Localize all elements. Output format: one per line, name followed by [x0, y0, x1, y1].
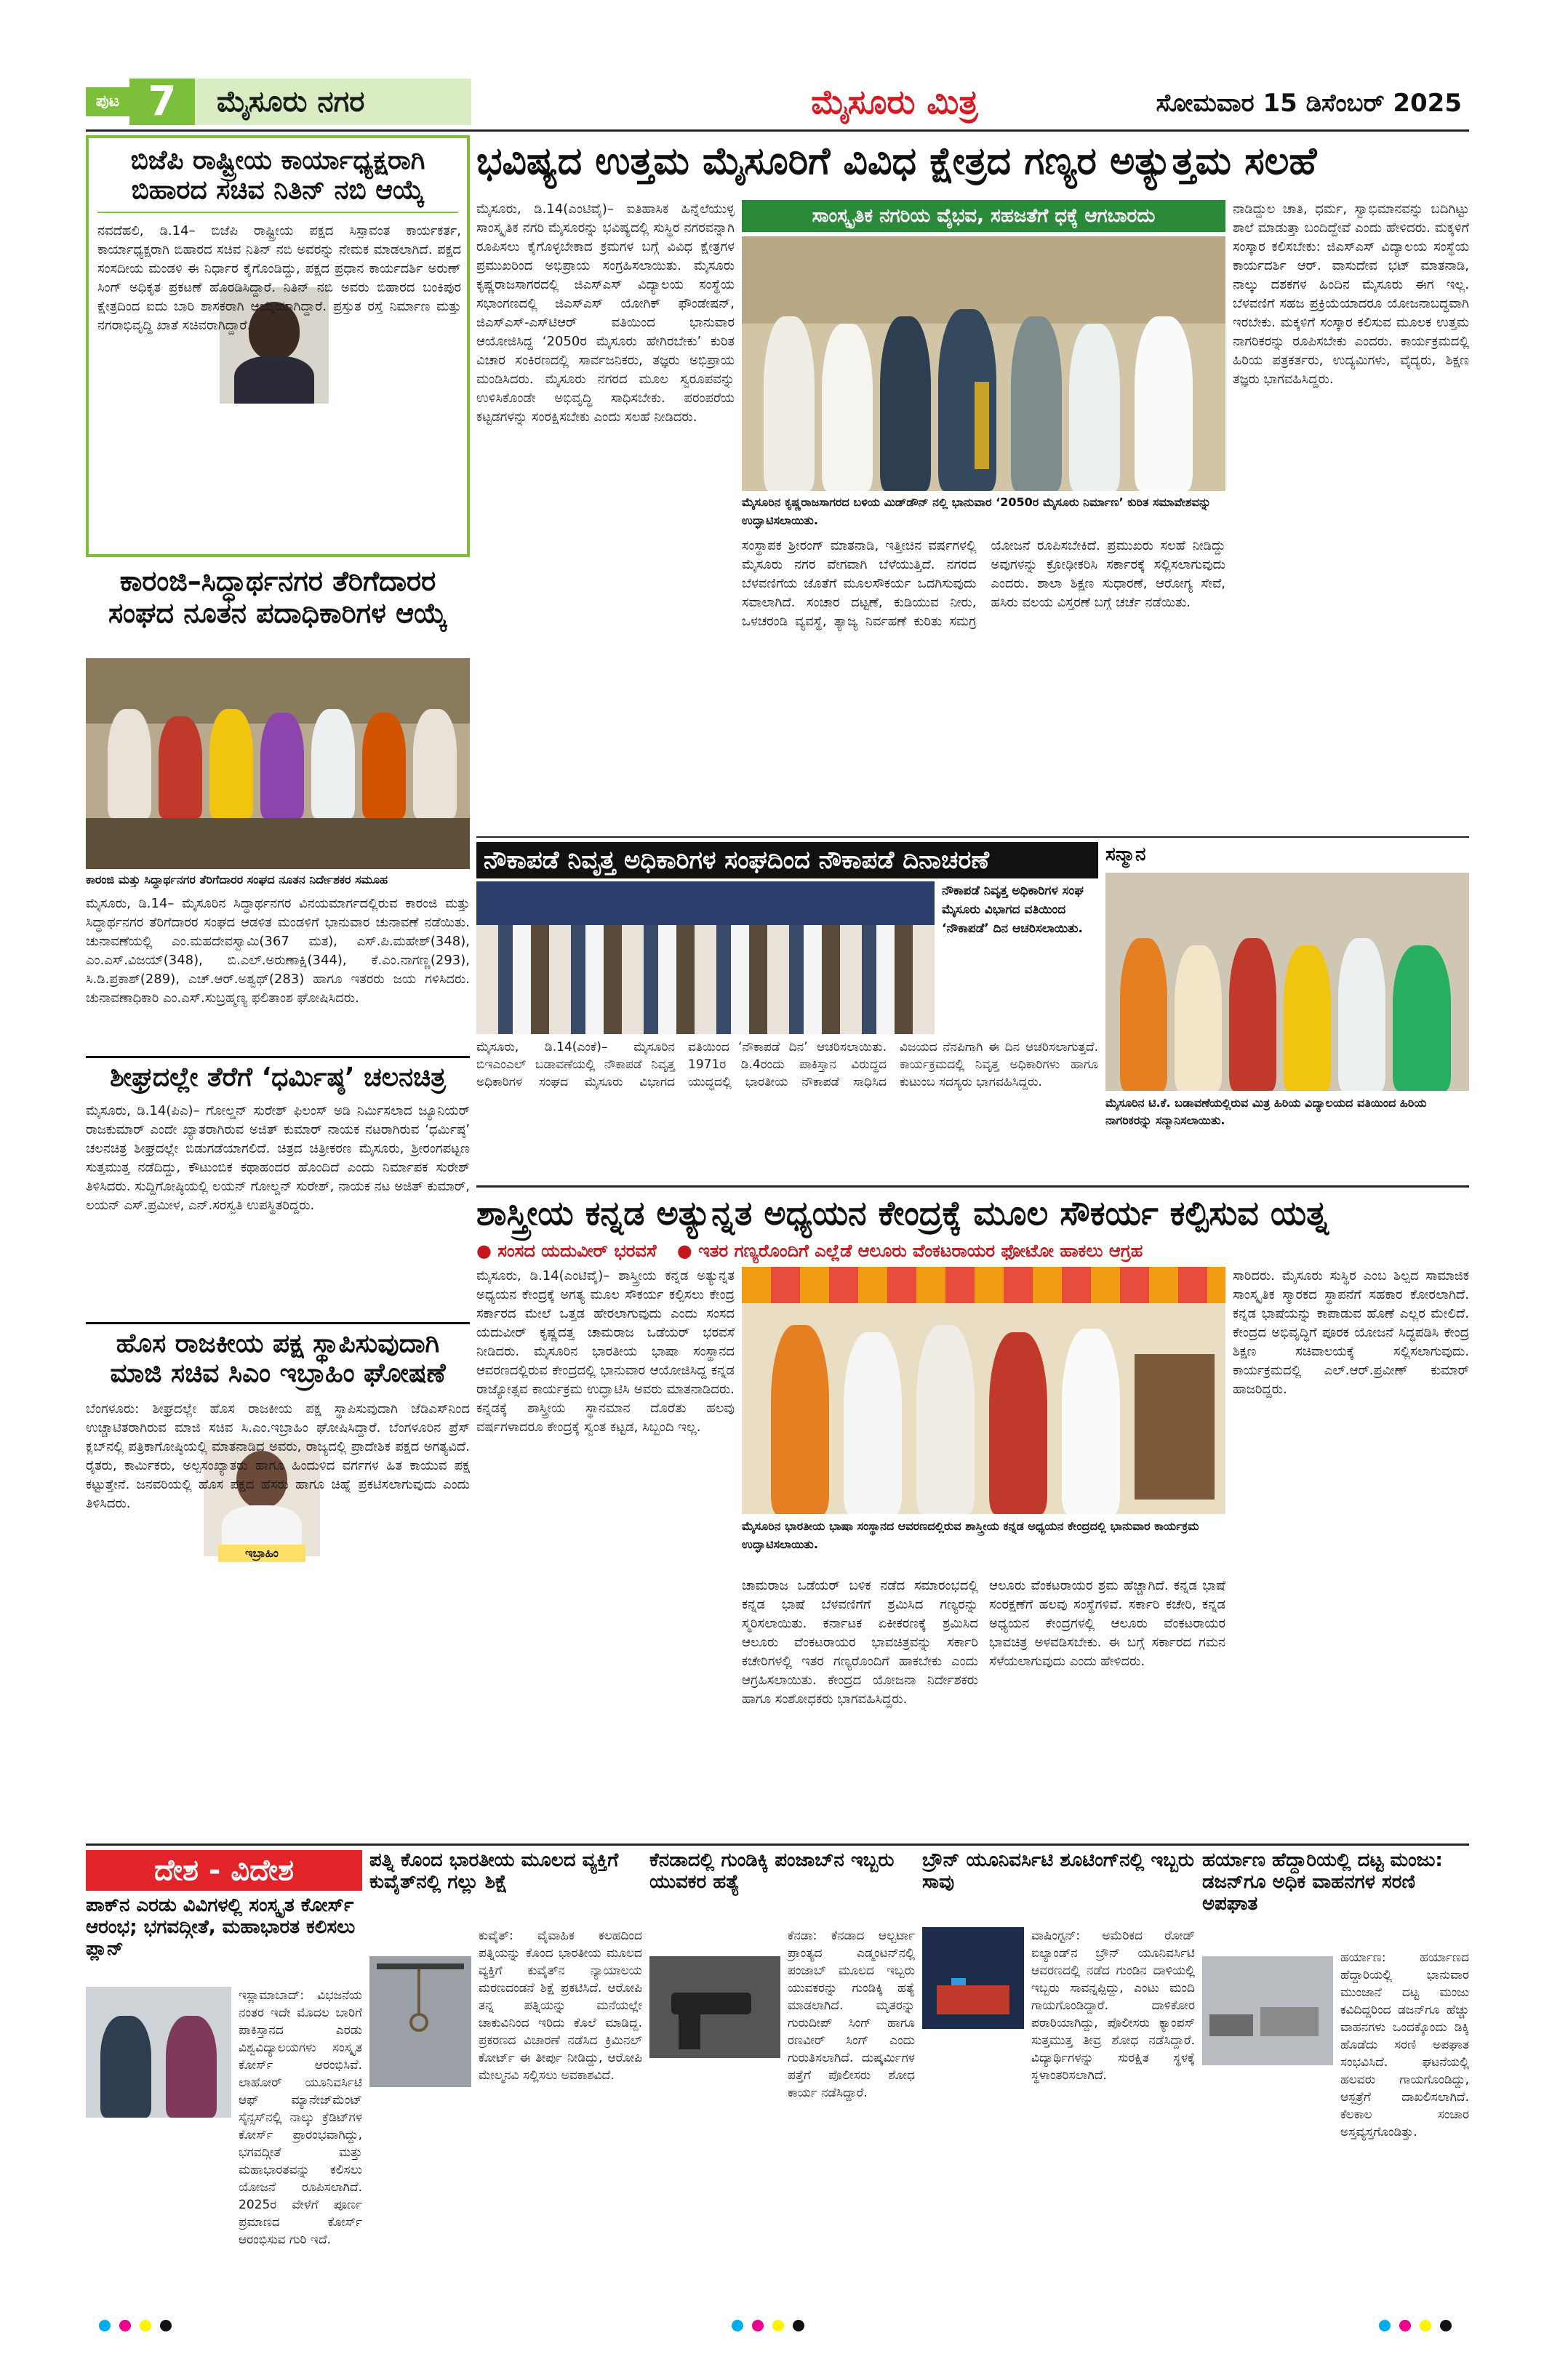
naukapade-side-caption: ನೌಕಾಪಡೆ ನಿವೃತ್ತ ಅಧಿಕಾರಿಗಳ ಸಂಘ ಮೈಸೂರು ವಿಭಾಗದ ವತಿಯಿಂದ ‘ನೌಕಾಪಡೆ’ ದಿನ ಆಚರಿಸಲಾಯಿತು.	[942, 884, 1084, 936]
section-title: ಮೈಸೂರು ನಗರ	[195, 79, 471, 125]
lead-body-col1: ಮೈಸೂರು, ಡಿ.14(ಎಂಟಿವೈ)– ಐತಿಹಾಸಿಕ ಹಿನ್ನೆಲೆಯುಳ್ಳ ಸಾಂಸ್ಕೃತಿಕ ನಗರಿ ಮೈಸೂರನ್ನು ಭವಿಷ್ಯದಲ್ಲಿ ಸುಸ್ಥಿರ ನಗರವನ್ನಾಗಿ ರೂಪಿಸಲು ಕೈಗೊಳ್ಳಬೇಕಾದ ಕ್ರಮಗಳ ಬಗ್ಗೆ ವಿವಿಧ ಕ್ಷೇತ್ರಗಳ ಪ್ರಮುಖರಿಂದ ಅಭಿಪ್ರಾಯ ಸಂಗ್ರಹಿಸಲಾಯಿತು. ಮೈಸೂರು ಕೃಷ್ಣರಾಜಸಾಗರದಲ್ಲಿ ಜಿಎಸ್‌ಎಸ್ ವಿದ್ಯಾಲಯ ಸಂಸ್ಥೆಯ ಸಭಾಂಗಣದಲ್ಲಿ ಜಿಎಸ್‌ಎಸ್ ಯೋಗಿಕ್ ಫೌಂಡೇಷನ್, ಜಿಎಸ್‌ಎಸ್-ಎಸ್‌ಟಿಆರ್ ವತಿಯಿಂದ ಭಾನುವಾರ ಆಯೋಜಿಸಿದ್ದ ‘2050ರ ಮೈಸೂರು ಹೇಗಿರಬೇಕು’ ಕುರಿತ ವಿಚಾರ ಸಂಕಿರಣದಲ್ಲಿ ಸಾರ್ವಜನಿಕರು, ತಜ್ಞರು ಅಭಿಪ್ರಾಯ ಮಂಡಿಸಿದರು. ಮೈಸೂರು ನಗರದ ಮೂಲ ಸ್ವರೂಪವನ್ನು ಉಳಿಸಿಕೊಂಡೇ ಅಭಿವೃದ್ಧಿ ಸಾಧಿಸಬೇಕು. ಪರಂಪರೆಯ ಕಟ್ಟಡಗಳನ್ನು ಸಂರಕ್ಷಿಸಬೇಕು ಎಂದು ಸಲಹೆ ನೀಡಿದರು.	[476, 201, 735, 425]
nitin-story	[86, 135, 470, 557]
kannada-body-col2: ಚಾಮರಾಜ ಒಡೆಯರ್ ಬಳಿಕ ನಡೆದ ಸಮಾರಂಭದಲ್ಲಿ ಕನ್ನಡ ಭಾಷೆ ಬೆಳವಣಿಗೆಗೆ ಶ್ರಮಿಸಿದ ಗಣ್ಯರನ್ನು ಸ್ಮರಿಸಲಾಯಿತು. ಕರ್ನಾಟಕ ಏಕೀಕರಣಕ್ಕೆ ಶ್ರಮಿಸಿದ ಆಲೂರು ವೆಂಕಟರಾಯರ ಭಾವಚಿತ್ರವನ್ನು ಸರ್ಕಾರಿ ಕಚೇರಿಗಳಲ್ಲಿ ಇತರ ಗಣ್ಯರೊಂದಿಗೆ ಹಾಕಬೇಕು ಎಂದು ಆಗ್ರಹಿಸಲಾಯಿತು. ಕೇಂದ್ರದ ಯೋಜನಾ ನಿರ್ದೇಶಕರು ಹಾಗೂ ಸಂಶೋಧಕರು ಭಾಗವಹಿಸಿದ್ದರು.	[742, 1578, 978, 1707]
nitin-body: ನವದೆಹಲಿ, ಡಿ.14– ಬಿಜೆಪಿ ರಾಷ್ಟ್ರೀಯ ಪಕ್ಷದ ಸಿಸ್ಪಾವಂತ ಕಾರ್ಯಕರ್ತ, ಕಾರ್ಯಾಧ್ಯಕ್ಷರಾಗಿ ಬಿಹಾರದ ಸಚಿವ ನಿತಿನ್ ನಬಿ ಅವರನ್ನು ನೇಮಕ ಮಾಡಲಾಗಿದೆ. ಪಕ್ಷದ ಸಂಸದೀಯ ಮಂಡಳಿ ಈ ನಿರ್ಧಾರ ಕೈಗೊಂಡಿದ್ದು, ಪಕ್ಷದ ಪ್ರಧಾನ ಕಾರ್ಯದರ್ಶಿ ಅರುಣ್ ಸಿಂಗ್ ಅಧಿಕೃತ ಪ್ರಕಟಣೆ ಹೊರಡಿಸಿದ್ದಾರೆ. ನಿತಿನ್ ನಬಿ ಅವರು ಬಿಹಾರದ ಬಂಕಿಪುರ ಕ್ಷೇತ್ರದಿಂದ ಐದು ಬಾರಿ ಶಾಸಕರಾಗಿ ಆಯ್ಕೆಯಾಗಿದ್ದಾರೆ. ಪ್ರಸ್ತುತ ರಸ್ತೆ ನಿರ್ಮಾಣ ಮತ್ತು ನಗರಾಭಿವೃದ್ಧಿ ಖಾತೆ ಸಚಿವರಾಗಿದ್ದಾರೆ.	[97, 223, 461, 333]
desha-story1-body: ಇಸ್ಲಾಮಾಬಾದ್: ವಿಭಜನೆಯ ನಂತರ ಇದೇ ಮೊದಲ ಬಾರಿಗೆ ಪಾಕಿಸ್ತಾನದ ಎರಡು ವಿಶ್ವವಿದ್ಯಾಲಯಗಳು ಸಂಸ್ಕೃತ ಕೋರ್ಸ್ ಆರಂಭಿಸಿವೆ. ಲಾಹೋರ್ ಯೂನಿವರ್ಸಿಟಿ ಆಫ್ ಮ್ಯಾನೇಜ್‌ಮೆಂಟ್ ಸೈನ್ಸಸ್‌ನಲ್ಲಿ ನಾಲ್ಕು ಕ್ರೆಡಿಟ್‌ಗಳ ಕೋರ್ಸ್ ಪ್ರಾರಂಭವಾಗಿದ್ದು, ಭಗವದ್ಗೀತೆ ಮತ್ತು ಮಹಾಭಾರತವನ್ನು ಕಲಿಸಲು ಯೋಜನೆ ರೂಪಿಸಲಾಗಿದೆ. 2025ರ ವೇಳೆಗೆ ಪೂರ್ಣ ಪ್ರಮಾಣದ ಕೋರ್ಸ್ ಆರಂಭಿಸುವ ಗುರಿ ಇದೆ.	[239, 1988, 362, 2247]
kannada-kicker-2: ಇತರ ಗಣ್ಯರೊಂದಿಗೆ ಎಲ್ಲೆಡೆ ಆಲೂರು ವೆಂಕಟರಾಯರ ಫೋಟೋ ಹಾಕಲು ಆಗ್ರಹ	[698, 1241, 1143, 1261]
kicker-bullet-1: ●	[476, 1241, 498, 1261]
kannada-kicker-1: ಸಂಸದ ಯದುವೀರ್ ಭರವಸೆ	[497, 1241, 657, 1261]
lead-subhead: ಸಾಂಸ್ಕೃತಿಕ ನಗರಿಯ ವೈಭವ, ಸಹಜತೆಗೆ ಧಕ್ಕೆ ಆಗಬಾರದು	[742, 200, 1225, 232]
lead-headline: ಭವಿಷ್ಯದ ಉತ್ತಮ ಮೈಸೂರಿಗೆ ವಿವಿಧ ಕ್ಷೇತ್ರದ ಗಣ್ಯರ ಅತ್ಯುತ್ತಮ ಸಲಹೆ	[476, 140, 1317, 183]
desha-story5-body: ಹರ್ಯಾಣ: ಹರ್ಯಾಣದ ಹೆದ್ದಾರಿಯಲ್ಲಿ ಭಾನುವಾರ ಮುಂಜಾನೆ ದಟ್ಟ ಮಂಜು ಕವಿದಿದ್ದರಿಂದ ಡಜನ್‌ಗೂ ಹೆಚ್ಚು ವಾಹನಗಳು ಒಂದಕ್ಕೊಂದು ಡಿಕ್ಕಿ ಹೊಡೆದು ಸರಣಿ ಅಪಘಾತ ಸಂಭವಿಸಿದೆ. ಘಟನೆಯಲ್ಲಿ ಹಲವರು ಗಾಯಗೊಂಡಿದ್ದು, ಆಸ್ಪತ್ರೆಗೆ ದಾಖಲಿಸಲಾಗಿದೆ. ಕೆಲಕಾಲ ಸಂಚಾರ ಅಸ್ತವ್ಯಸ್ತಗೊಂಡಿತ್ತು.	[1340, 1950, 1469, 2139]
lead-body-col3: ನಾಡಿದ್ದುಲ ಚಾತಿ, ಧರ್ಮ, ಸ್ವಾಭಿಮಾನವನ್ನು ಬದಿಗಿಟ್ಟು ಶಾಲೆ ಮಾಡುತ್ತಾ ಬಂದಿದ್ದೇವೆ ಎಂದು ಹೇಳಿದರು. ಮಕ್ಕಳಿಗೆ ಸಂಸ್ಕಾರ ಕಲಿಸಬೇಕು: ಜಿಎಸ್‌ಎಸ್ ವಿದ್ಯಾಲಯ ಸಂಸ್ಥೆಯ ಕಾರ್ಯದರ್ಶಿ ಆರ್. ವಾಸುದೇವ ಭಟ್ ಮಾತನಾಡಿ, ನಾಲ್ಕು ದಶಕಗಳ ಹಿಂದಿನ ಮೈಸೂರು ಈಗ ಇಲ್ಲ. ಬೆಳವಣಿಗೆ ಸಹಜ ಪ್ರಕ್ರಿಯೆಯಾದರೂ ಯೋಜನಾಬದ್ಧವಾಗಿ ಇರಬೇಕು. ಮಕ್ಕಳಿಗೆ ಸಂಸ್ಕಾರ ಕಲಿಸುವ ಮೂಲಕ ಉತ್ತಮ ನಾಗರಿಕರನ್ನು ರೂಪಿಸಬೇಕು ಎಂದರು. ಕಾರ್ಯಕ್ರಮದಲ್ಲಿ ಹಿರಿಯ ಪತ್ರಕರ್ತರು, ಉದ್ಯಮಿಗಳು, ವೈದ್ಯರು, ಶಿಕ್ಷಣ ತಜ್ಞರು ಭಾಗವಹಿಸಿದ್ದರು.	[1233, 201, 1469, 387]
ibrahim-photo-label: ಇಬ್ರಾಹಿಂ	[218, 1545, 305, 1562]
karanji-caption: ಕಾರಂಜಿ ಮತ್ತು ಸಿದ್ಧಾರ್ಥನಗರ ತೆರಿಗೆದಾರರ ಸಂಘದ ನೂತನ ನಿರ್ದೇಶಕರ ಸಮೂಹ	[86, 873, 388, 886]
desha-story4-headline: ಬ್ರೌನ್ ಯೂನಿವರ್ಸಿಟಿ ಶೂಟಿಂಗ್‌ನಲ್ಲಿ ಇಬ್ಬರು ಸಾವು	[922, 1849, 1194, 1893]
karanji-headline: ಕಾರಂಜಿ–ಸಿದ್ಧಾರ್ಥನಗರ ತೆರಿಗೆದಾರರ ಸಂಘದ ನೂತನ ಪದಾಧಿಕಾರಿಗಳ ಆಯ್ಕೆ	[108, 565, 447, 629]
desha-story5-headline: ಹರ್ಯಾಣ ಹೆದ್ದಾರಿಯಲ್ಲಿ ದಟ್ಟ ಮಂಜು: ಡಜನ್‌ಗೂ ಅಧಿಕ ವಾಹನಗಳ ಸರಣಿ ಅಪಘಾತ	[1202, 1849, 1443, 1915]
kannada-body-col3: ಆಲೂರು ವೆಂಕಟರಾಯರ ಶ್ರಮ ಹೆಚ್ಚಾಗಿದೆ. ಕನ್ನಡ ಭಾಷೆ ಸಂರಕ್ಷಣೆಗೆ ಹಲವು ಸಂಸ್ಥೆಗಳಿವೆ. ಸರ್ಕಾರಿ ಕಚೇರಿ, ಕನ್ನಡ ಅಧ್ಯಯನ ಕೇಂದ್ರಗಳಲ್ಲಿ ಆಲೂರು ವೆಂಕಟರಾಯರ ಭಾವಚಿತ್ರ ಅಳವಡಿಸಬೇಕು. ಈ ಬಗ್ಗೆ ಸರ್ಕಾರದ ಗಮನ ಸೆಳೆಯಲಾಗುವುದು ಎಂದು ಹೇಳಿದರು.	[989, 1578, 1225, 1669]
desha-story3-body: ಕೆನಡಾ: ಕೆನಡಾದ ಆಲ್ಬರ್ಟಾ ಪ್ರಾಂತ್ಯದ ಎಡ್ಮಂಟನ್‌ನಲ್ಲಿ ಪಂಜಾಬ್ ಮೂಲದ ಇಬ್ಬರು ಯುವಕರನ್ನು ಗುಂಡಿಕ್ಕಿ ಹತ್ಯೆ ಮಾಡಲಾಗಿದೆ. ಮೃತರನ್ನು ಗುರುದೀಪ್ ಸಿಂಗ್ ಹಾಗೂ ರಣವೀರ್ ಸಿಂಗ್ ಎಂದು ಗುರುತಿಸಲಾಗಿದೆ. ದುಷ್ಕರ್ಮಿಗಳ ಪತ್ತೆಗೆ ಪೊಲೀಸರು ಶೋಧ ಕಾರ್ಯ ನಡೆಸಿದ್ದಾರೆ.	[788, 1929, 915, 2100]
registration-marks-center	[727, 2320, 844, 2334]
desha-story2-headline: ಪತ್ನಿ ಕೊಂದ ಭಾರತೀಯ ಮೂಲದ ವ್ಯಕ್ತಿಗೆ ಕುವೈತ್‌ನಲ್ಲಿ ಗಲ್ಲು ಶಿಕ್ಷೆ	[369, 1849, 619, 1893]
naukapade-headline: ನೌಕಾಪಡೆ ನಿವೃತ್ತ ಅಧಿಕಾರಿಗಳ ಸಂಘದಿಂದ ನೌಕಾಪಡೆ ದಿನಾಚರಣೆ	[476, 842, 1098, 878]
desha-story1-headline: ಪಾಕ್‌ನ ಎರಡು ವಿವಿಗಳಲ್ಲಿ ಸಂಸ್ಕೃತ ಕೋರ್ಸ್ ಆರಂಭ; ಭಗವದ್ಗೀತೆ, ಮಹಾಭಾರತ ಕಲಿಸಲು ಪ್ಲಾನ್	[86, 1894, 356, 1960]
kannada-headline: ಶಾಸ್ತ್ರೀಯ ಕನ್ನಡ ಅತ್ಯುನ್ನತ ಅಧ್ಯಯನ ಕೇಂದ್ರಕ್ಕೆ ಮೂಲ ಸೌಕರ್ಯ ಕಲ್ಪಿಸುವ ಯತ್ನ	[476, 1193, 1329, 1233]
page-number: 7	[129, 79, 195, 125]
desha-story4-body: ವಾಷಿಂಗ್ಟನ್: ಅಮೆರಿಕದ ರೋಡ್ ಐಲ್ಯಾಂಡ್‌ನ ಬ್ರೌನ್ ಯೂನಿವರ್ಸಿಟಿ ಆವರಣದಲ್ಲಿ ನಡೆದ ಗುಂಡಿನ ದಾಳಿಯಲ್ಲಿ ಇಬ್ಬರು ಸಾವನ್ನಪ್ಪಿದ್ದು, ಎಂಟು ಮಂದಿ ಗಾಯಗೊಂಡಿದ್ದಾರೆ. ದಾಳಿಕೋರ ಪರಾರಿಯಾಗಿದ್ದು, ಪೊಲೀಸರು ಕ್ಯಾಂಪಸ್ ಸುತ್ತಮುತ್ತ ತೀವ್ರ ಶೋಧ ನಡೆಸಿದ್ದಾರೆ. ವಿದ್ಯಾರ್ಥಿಗಳನ್ನು ಸುರಕ್ಷಿತ ಸ್ಥಳಕ್ಕೆ ಸ್ಥಳಾಂತರಿಸಲಾಗಿದೆ.	[1031, 1929, 1195, 2083]
issue-date: ಸೋಮವಾರ 15 ಡಿಸೆಂಬರ್ 2025	[1156, 89, 1462, 118]
kannada-top-rule	[476, 1185, 1469, 1188]
nitin-headline: ಬಿಜೆಪಿ ರಾಷ್ಟ್ರೀಯ ಕಾರ್ಯಾಧ್ಯಕ್ಷರಾಗಿ ಬಿಹಾರದ ಸಚಿವ ನಿತಿನ್ ನಬಿ ಆಯ್ಕೆ	[97, 145, 458, 213]
dharmishta-headline: ಶೀಘ್ರದಲ್ಲೇ ತೆರೆಗೆ ‘ಧರ್ಮಿಷ್ಠ’ ಚಲನಚಿತ್ರ	[86, 1056, 470, 1097]
kannada-body-col1: ಮೈಸೂರು, ಡಿ.14(ಎಂಟಿವೈ)– ಶಾಸ್ತ್ರೀಯ ಕನ್ನಡ ಅತ್ಯುನ್ನತ ಅಧ್ಯಯನ ಕೇಂದ್ರಕ್ಕೆ ಅಗತ್ಯ ಮೂಲ ಸೌಕರ್ಯ ಕಲ್ಪಿಸಲು ಕೇಂದ್ರ ಸರ್ಕಾರದ ಮೇಲೆ ಒತ್ತಡ ಹೇರಲಾಗುವುದು ಎಂದು ಸಂಸದ ಯದುವೀರ್ ಕೃಷ್ಣದತ್ತ ಚಾಮರಾಜ ಒಡೆಯರ್ ಭರವಸೆ ನೀಡಿದರು. ಮೈಸೂರಿನ ಭಾರತೀಯ ಭಾಷಾ ಸಂಸ್ಥಾನದ ಆವರಣದಲ್ಲಿರುವ ಕೇಂದ್ರದಲ್ಲಿ ಭಾನುವಾರ ಆಯೋಜಿಸಿದ್ದ ಕನ್ನಡ ರಾಜ್ಯೋತ್ಸವ ಕಾರ್ಯಕ್ರಮ ಉದ್ಘಾಟಿಸಿ ಅವರು ಮಾತನಾಡಿದರು. ಕನ್ನಡಕ್ಕೆ ಶಾಸ್ತ್ರೀಯ ಸ್ಥಾನಮಾನ ದೊರೆತು ಹಲವು ವರ್ಷಗಳಾದರೂ ಕೇಂದ್ರಕ್ಕೆ ಸ್ವಂತ ಕಟ್ಟಡ, ಸಿಬ್ಬಂದಿ ಇಲ್ಲ.	[476, 1268, 735, 1435]
lead-body-col2: ಸಂಸ್ಥಾಪಕ ಶ್ರೀರಂಗ್ ಮಾತನಾಡಿ, ಇತ್ತೀಚಿನ ವರ್ಷಗಳಲ್ಲಿ ಮೈಸೂರು ನಗರ ವೇಗವಾಗಿ ಬೆಳೆಯುತ್ತಿದೆ. ನಗರದ ಬೆಳವಣಿಗೆಯ ಜೊತೆಗೆ ಮೂಲಸೌಕರ್ಯ ಒದಗಿಸುವುದು ಸವಾಲಾಗಿದೆ. ಸಂಚಾರ ದಟ್ಟಣೆ, ಕುಡಿಯುವ ನೀರು, ಒಳಚರಂಡಿ ವ್ಯವಸ್ಥೆ, ತ್ಯಾಜ್ಯ ನಿರ್ವಹಣೆ ಕುರಿತು ಸಮಗ್ರ ಯೋಜನೆ ರೂಪಿಸಬೇಕಿದೆ. ಪ್ರಮುಖರು ಸಲಹೆ ನೀಡಿದ್ದು ಅವುಗಳನ್ನು ಕ್ರೋಢೀಕರಿಸಿ ಸರ್ಕಾರಕ್ಕೆ ಸಲ್ಲಿಸಲಾಗುವುದು ಎಂದರು. ಶಾಲಾ ಶಿಕ್ಷಣ ಸುಧಾರಣೆ, ಆರೋಗ್ಯ ಸೇವೆ, ಹಸಿರು ವಲಯ ವಿಸ್ತರಣೆ ಬಗ್ಗೆ ಚರ್ಚೆ ನಡೆಯಿತು.	[742, 538, 1225, 629]
kannada-caption: ಮೈಸೂರಿನ ಭಾರತೀಯ ಭಾಷಾ ಸಂಸ್ಥಾನದ ಆವರಣದಲ್ಲಿರುವ ಶಾಸ್ತ್ರೀಯ ಕನ್ನಡ ಅಧ್ಯಯನ ಕೇಂದ್ರದಲ್ಲಿ ಭಾನುವಾರ ಕಾರ್ಯಕ್ರಮ ಉದ್ಘಾಟಿಸಲಾಯಿತು.	[742, 1519, 1199, 1551]
paper-name: ಮೈಸೂರು ಮಿತ್ರ	[811, 82, 978, 121]
lead-photo	[742, 236, 1225, 491]
ibrahim-headline: ಹೊಸ ರಾಜಕೀಯ ಪಕ್ಷ ಸ್ಥಾಪಿಸುವುದಾಗಿ ಮಾಜಿ ಸಚಿವ ಸಿಎಂ ಇಬ್ರಾಹಿಂ ಘೋಷಣೆ	[86, 1322, 470, 1395]
sanmana-label: ಸನ್ಮಾನ	[1105, 844, 1146, 865]
kicker-bullet-2: ●	[676, 1241, 699, 1261]
lead-bottom-rule	[476, 836, 1469, 838]
naukapade-body: ಮೈಸೂರು, ಡಿ.14(ಎಂಕೆ)– ಮೈಸೂರಿನ ಬಿಇಎಂಎಲ್ ಬಡಾವಣೆಯಲ್ಲಿ ನೌಕಾಪಡೆ ನಿವೃತ್ತ ಅಧಿಕಾರಿಗಳ ಸಂಘದ ಮೈಸೂರು ವಿಭಾಗದ ವತಿಯಿಂದ ‘ನೌಕಾಪಡೆ ದಿನ’ ಆಚರಿಸಲಾಯಿತು. 1971ರ ಡಿ.4ರಂದು ಪಾಕಿಸ್ತಾನ ವಿರುದ್ಧದ ಯುದ್ಧದಲ್ಲಿ ಭಾರತೀಯ ನೌಕಾಪಡೆ ಸಾಧಿಸಿದ ವಿಜಯದ ನೆನಪಿಗಾಗಿ ಈ ದಿನ ಆಚರಿಸಲಾಗುತ್ತದೆ. ಕಾರ್ಯಕ್ರಮದಲ್ಲಿ ನಿವೃತ್ತ ಅಧಿಕಾರಿಗಳು ಹಾಗೂ ಕುಟುಂಬ ಸದಸ್ಯರು ಭಾಗವಹಿಸಿದ್ದರು.	[476, 1040, 1098, 1089]
kannada-body-col4: ಸಾರಿದರು. ಮೈಸೂರು ಸುಸ್ಥಿರ ಎಂಬ ಶಿಲ್ಪದ ಸಾಮಾಜಿಕ ಸಾಂಸ್ಕೃತಿಕ ಸ್ಮಾರಕದ ಸ್ಥಾಪನೆಗೆ ಸಹಕಾರ ಕೋರಲಾಗಿದೆ. ಕನ್ನಡ ಭಾಷೆಯನ್ನು ಕಾಪಾಡುವ ಹೊಣೆ ಎಲ್ಲರ ಮೇಲಿದೆ. ಕೇಂದ್ರದ ಅಭಿವೃದ್ಧಿಗೆ ಪೂರಕ ಯೋಜನೆ ಸಿದ್ಧಪಡಿಸಿ ಕೇಂದ್ರ ಶಿಕ್ಷಣ ಸಚಿವಾಲಯಕ್ಕೆ ಸಲ್ಲಿಸಲಾಗುವುದು. ಕಾರ್ಯಕ್ರಮದಲ್ಲಿ ಎಲ್.ಆರ್.ಪ್ರವೀಣ್ ಕುಮಾರ್ ಹಾಜರಿದ್ದರು.	[1233, 1268, 1469, 1397]
lead-caption: ಮೈಸೂರಿನ ಕೃಷ್ಣರಾಜಸಾಗರದ ಬಳಿಯ ಮಿಡ್‌ಡೌನ್ ನಲ್ಲಿ ಭಾನುವಾರ ‘2050ರ ಮೈಸೂರು ನಿರ್ಮಾಣ’ ಕುರಿತ ಸಮಾವೇಶವನ್ನು ಉದ್ಘಾಟಿಸಲಾಯಿತು.	[742, 495, 1212, 527]
registration-marks-right	[1375, 2320, 1491, 2334]
kannada-kickers	[476, 1238, 1469, 1264]
naukapade-photo	[476, 881, 935, 1034]
desha-story3-headline: ಕೆನಡಾದಲ್ಲಿ ಗುಂಡಿಕ್ಕಿ ಪಂಜಾಬ್‌ನ ಇಬ್ಬರು ಯುವಕರ ಹತ್ಯೆ	[649, 1849, 895, 1893]
desha-banner: ದೇಶ - ವಿದೇಶ	[86, 1850, 362, 1891]
registration-marks-left	[95, 2320, 211, 2334]
dharmishta-body: ಮೈಸೂರು, ಡಿ.14(ಪಿಎ)– ಗೋಲ್ಡನ್ ಸುರೇಶ್ ಫಿಲಂಸ್ ಅಡಿ ನಿರ್ಮಿಸಲಾದ ಜ್ಯೂನಿಯರ್ ರಾಜಕುಮಾರ್ ಎಂದೇ ಖ್ಯಾತರಾಗಿರುವ ಅಜಿತ್ ಕುಮಾರ್ ನಾಯಕ ನಟರಾಗಿರುವ ‘ಧರ್ಮಿಷ್ಠ’ ಚಲನಚಿತ್ರ ಶೀಘ್ರದಲ್ಲೇ ಬಿಡುಗಡೆಯಾಗಲಿದೆ. ಚಿತ್ರದ ಚಿತ್ರೀಕರಣ ಮೈಸೂರು, ಶ್ರೀರಂಗಪಟ್ಟಣ ಸುತ್ತಮುತ್ತ ನಡೆದಿದ್ದು, ಕೌಟುಂಬಿಕ ಕಥಾಹಂದರ ಹೊಂದಿದೆ ಎಂದು ನಿರ್ಮಾಪಕ ಸುರೇಶ್ ತಿಳಿಸಿದರು. ಸುದ್ದಿಗೋಷ್ಠಿಯಲ್ಲಿ ಲಯನ್ ಗೋಲ್ಡನ್ ಸುರೇಶ್, ನಾಯಕ ನಟ ಅಜಿತ್ ಕುಮಾರ್, ಲಯನ್ ಎಸ್.ಪ್ರಮೀಳ, ಎನ್.ಸರಸ್ವತಿ ಉಪಸ್ಥಿತರಿದ್ದರು.	[86, 1103, 470, 1213]
ibrahim-body: ಬೆಂಗಳೂರು: ಶೀಘ್ರದಲ್ಲೇ ಹೊಸ ರಾಜಕೀಯ ಪಕ್ಷ ಸ್ಥಾಪಿಸುವುದಾಗಿ ಜೆಡಿಎಸ್‌ನಿಂದ ಉಚ್ಚಾಟಿತರಾಗಿರುವ ಮಾಜಿ ಸಚಿವ ಸಿ.ಎಂ.ಇಬ್ರಾಹಿಂ ಘೋಷಿಸಿದ್ದಾರೆ. ಬೆಂಗಳೂರಿನ ಪ್ರೆಸ್ ಕ್ಲಬ್‌ನಲ್ಲಿ ಪತ್ರಿಕಾಗೋಷ್ಠಿಯಲ್ಲಿ ಮಾತನಾಡಿದ ಅವರು, ರಾಜ್ಯದಲ್ಲಿ ಪ್ರಾದೇಶಿಕ ಪಕ್ಷದ ಅಗತ್ಯವಿದೆ. ರೈತರು, ಕಾರ್ಮಿಕರು, ಅಲ್ಪಸಂಖ್ಯಾತರು ಹಾಗೂ ಹಿಂದುಳಿದ ವರ್ಗಗಳ ಹಿತ ಕಾಯುವ ಪಕ್ಷ ಕಟ್ಟುತ್ತೇನೆ. ಜನವರಿಯಲ್ಲಿ ಹೊಸ ಪಕ್ಷದ ಹೆಸರು ಹಾಗೂ ಚಿಹ್ನೆ ಪ್ರಕಟಿಸಲಾಗುವುದು ಎಂದು ತಿಳಿಸಿದರು.	[86, 1401, 470, 1511]
sanmana-photo	[1105, 873, 1469, 1091]
kannada-photo	[742, 1267, 1225, 1514]
masthead-rule	[86, 129, 1469, 132]
karanji-photo	[86, 658, 470, 869]
page-label: ಪುಟ	[86, 87, 129, 116]
sanmana-caption: ಮೈಸೂರಿನ ಟಿ.ಕೆ. ಬಡಾವಣೆಯಲ್ಲಿರುವ ಮಿತ್ರ ಹಿರಿಯ ವಿದ್ಯಾಲಯದ ವತಿಯಿಂದ ಹಿರಿಯ ನಾಗರಿಕರನ್ನು ಸನ್ಮಾನಿಸಲಾಯಿತು.	[1105, 1096, 1427, 1127]
karanji-body: ಮೈಸೂರು, ಡಿ.14– ಮೈಸೂರಿನ ಸಿದ್ಧಾರ್ಥನಗರ ವಿನಯಮಾರ್ಗದಲ್ಲಿರುವ ಕಾರಂಜಿ ಮತ್ತು ಸಿದ್ಧಾರ್ಥನಗರ ತೆರಿಗೆದಾರರ ಸಂಘದ ಆಡಳಿತ ಮಂಡಳಿಗೆ ಭಾನುವಾರ ಚುನಾವಣೆ ನಡೆಯಿತು. ಚುನಾವಣೆಯಲ್ಲಿ ಎಂ.ಮಹದೇವಸ್ವಾಮಿ(367 ಮತ), ಎಸ್.ಪಿ.ಮಹೇಶ್(348), ಎಂ.ಎಸ್.ವಿಜಯ್(348), ಬಿ.ಎಲ್.ಅರುಣಾಕ್ಷಿ(344), ಕೆ.ಎಂ.ನಾಗಣ್ಣ(293), ಸಿ.ಡಿ.ಪ್ರಕಾಶ್(289), ಎಚ್.ಆರ್.ಅಶ್ವಥ್(283) ಹಾಗೂ ಇತರರು ಜಯ ಗಳಿಸಿದರು. ಚುನಾವಣಾಧಿಕಾರಿ ಎಂ.ಎಸ್.ಸುಬ್ರಹ್ಮಣ್ಯ ಫಲಿತಾಂಶ ಘೋಷಿಸಿದರು.	[86, 896, 470, 1006]
desha-top-rule	[86, 1843, 1469, 1846]
desha-story2-body: ಕುವೈತ್: ವೈವಾಹಿಕ ಕಲಹದಿಂದ ಪತ್ನಿಯನ್ನು ಕೊಂದ ಭಾರತೀಯ ಮೂಲದ ವ್ಯಕ್ತಿಗೆ ಕುವೈತ್‌ನ ನ್ಯಾಯಾಲಯ ಮರಣದಂಡನೆ ಶಿಕ್ಷೆ ಪ್ರಕಟಿಸಿದೆ. ಆರೋಪಿ ತನ್ನ ಪತ್ನಿಯನ್ನು ಮನೆಯಲ್ಲೇ ಚಾಕುವಿನಿಂದ ಇರಿದು ಕೊಲೆ ಮಾಡಿದ್ದ. ಪ್ರಕರಣದ ವಿಚಾರಣೆ ನಡೆಸಿದ ಕ್ರಿಮಿನಲ್ ಕೋರ್ಟ್ ಈ ತೀರ್ಪು ನೀಡಿದ್ದು, ಆರೋಪಿ ಮೇಲ್ಮನವಿ ಸಲ್ಲಿಸಲು ಅವಕಾಶವಿದೆ.	[479, 1929, 642, 2083]
